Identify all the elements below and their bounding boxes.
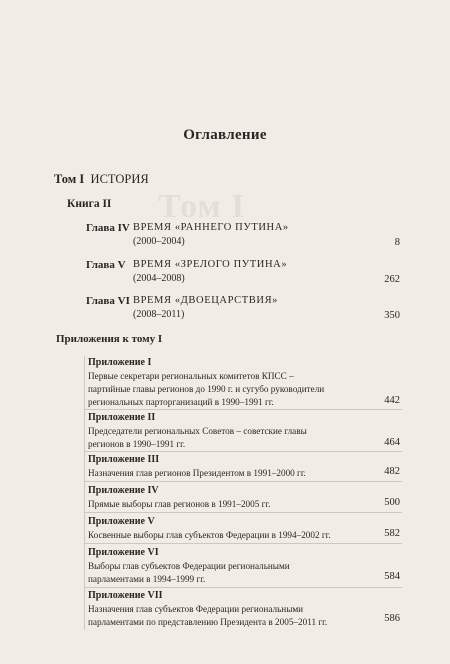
chapter-page-number: 8	[394, 237, 400, 248]
book-heading: Книга II	[67, 198, 112, 210]
appendix-text-line: Первые секретари региональных комитетов КПСС –	[88, 371, 294, 381]
appendix-page-number: 586	[384, 613, 400, 624]
appendix-text-line: регионов в 1990–1991 гг.	[88, 439, 186, 449]
appendix-page-number: 442	[384, 395, 400, 406]
appendix-label: Приложение II	[88, 412, 156, 423]
appendix-page-number: 582	[384, 528, 400, 539]
divider	[84, 543, 402, 544]
chapter-label: Глава IV	[86, 222, 130, 234]
appendix-text-line: Председатели региональных Советов – советские главы	[88, 426, 307, 436]
appendix-label: Приложение V	[88, 516, 155, 527]
chapter-label: Глава V	[86, 259, 126, 271]
divider	[84, 512, 402, 513]
chapter-label: Глава VI	[86, 295, 130, 307]
chapter-years: (2008–2011)	[133, 309, 185, 320]
appendix-label: Приложение IV	[88, 485, 159, 496]
appendices-heading: Приложения к тому I	[56, 333, 163, 345]
appendix-label: Приложение VI	[88, 547, 159, 558]
appendix-page-number: 500	[384, 497, 400, 508]
appendix-text-line: Назначения глав субъектов Федерации региональными	[88, 604, 304, 614]
volume-name: ИСТОРИЯ	[90, 172, 149, 186]
volume-heading	[54, 172, 149, 187]
appendix-text-line: Выборы глав субъектов Федерации региональными	[88, 561, 290, 571]
divider	[84, 587, 402, 588]
appendix-text-line: Назначения глав регионов Президентом в 1991–2000 гг.	[88, 468, 306, 478]
chapter-years: (2004–2008)	[133, 273, 185, 284]
watermark-text: Том I	[158, 188, 246, 225]
divider	[84, 409, 402, 410]
chapter-years: (2000–2004)	[133, 236, 185, 247]
appendix-text-line: Косвенные выборы глав субъектов Федерации в 1994–2002 гг.	[88, 530, 331, 540]
appendix-label: Приложение I	[88, 357, 152, 368]
appendix-page-number: 584	[384, 571, 400, 582]
appendix-text-line: региональных парторганизаций в 1990–1991 гг.	[88, 397, 274, 407]
appendix-text-line: парламентами в 1994–1999 гг.	[88, 574, 206, 584]
chapter-page-number: 350	[384, 310, 400, 321]
chapter-title: ВРЕМЯ «ДВОЕЦАРСТВИЯ»	[133, 295, 279, 306]
chapter-title: ВРЕМЯ «ЗРЕЛОГО ПУТИНА»	[133, 259, 288, 270]
volume-label: Том I	[54, 172, 85, 186]
chapter-page-number: 262	[384, 274, 400, 285]
appendix-text-line: Прямые выборы глав регионов в 1991–2005 гг.	[88, 499, 271, 509]
appendix-page-number: 464	[384, 437, 400, 448]
divider	[84, 481, 402, 482]
appendix-text-line: партийные главы регионов до 1990 г. и сугубо руководители	[88, 384, 325, 394]
appendix-block-rule	[84, 356, 85, 630]
page-title: Оглавление	[183, 127, 267, 143]
appendix-label: Приложение III	[88, 454, 160, 465]
appendix-text-line: парламентами по представлению Президента в 2005–2011 гг.	[88, 617, 328, 627]
chapter-title: ВРЕМЯ «РАННЕГО ПУТИНА»	[133, 222, 289, 233]
appendix-label: Приложение VII	[88, 590, 163, 601]
appendix-page-number: 482	[384, 466, 400, 477]
divider	[84, 451, 402, 452]
